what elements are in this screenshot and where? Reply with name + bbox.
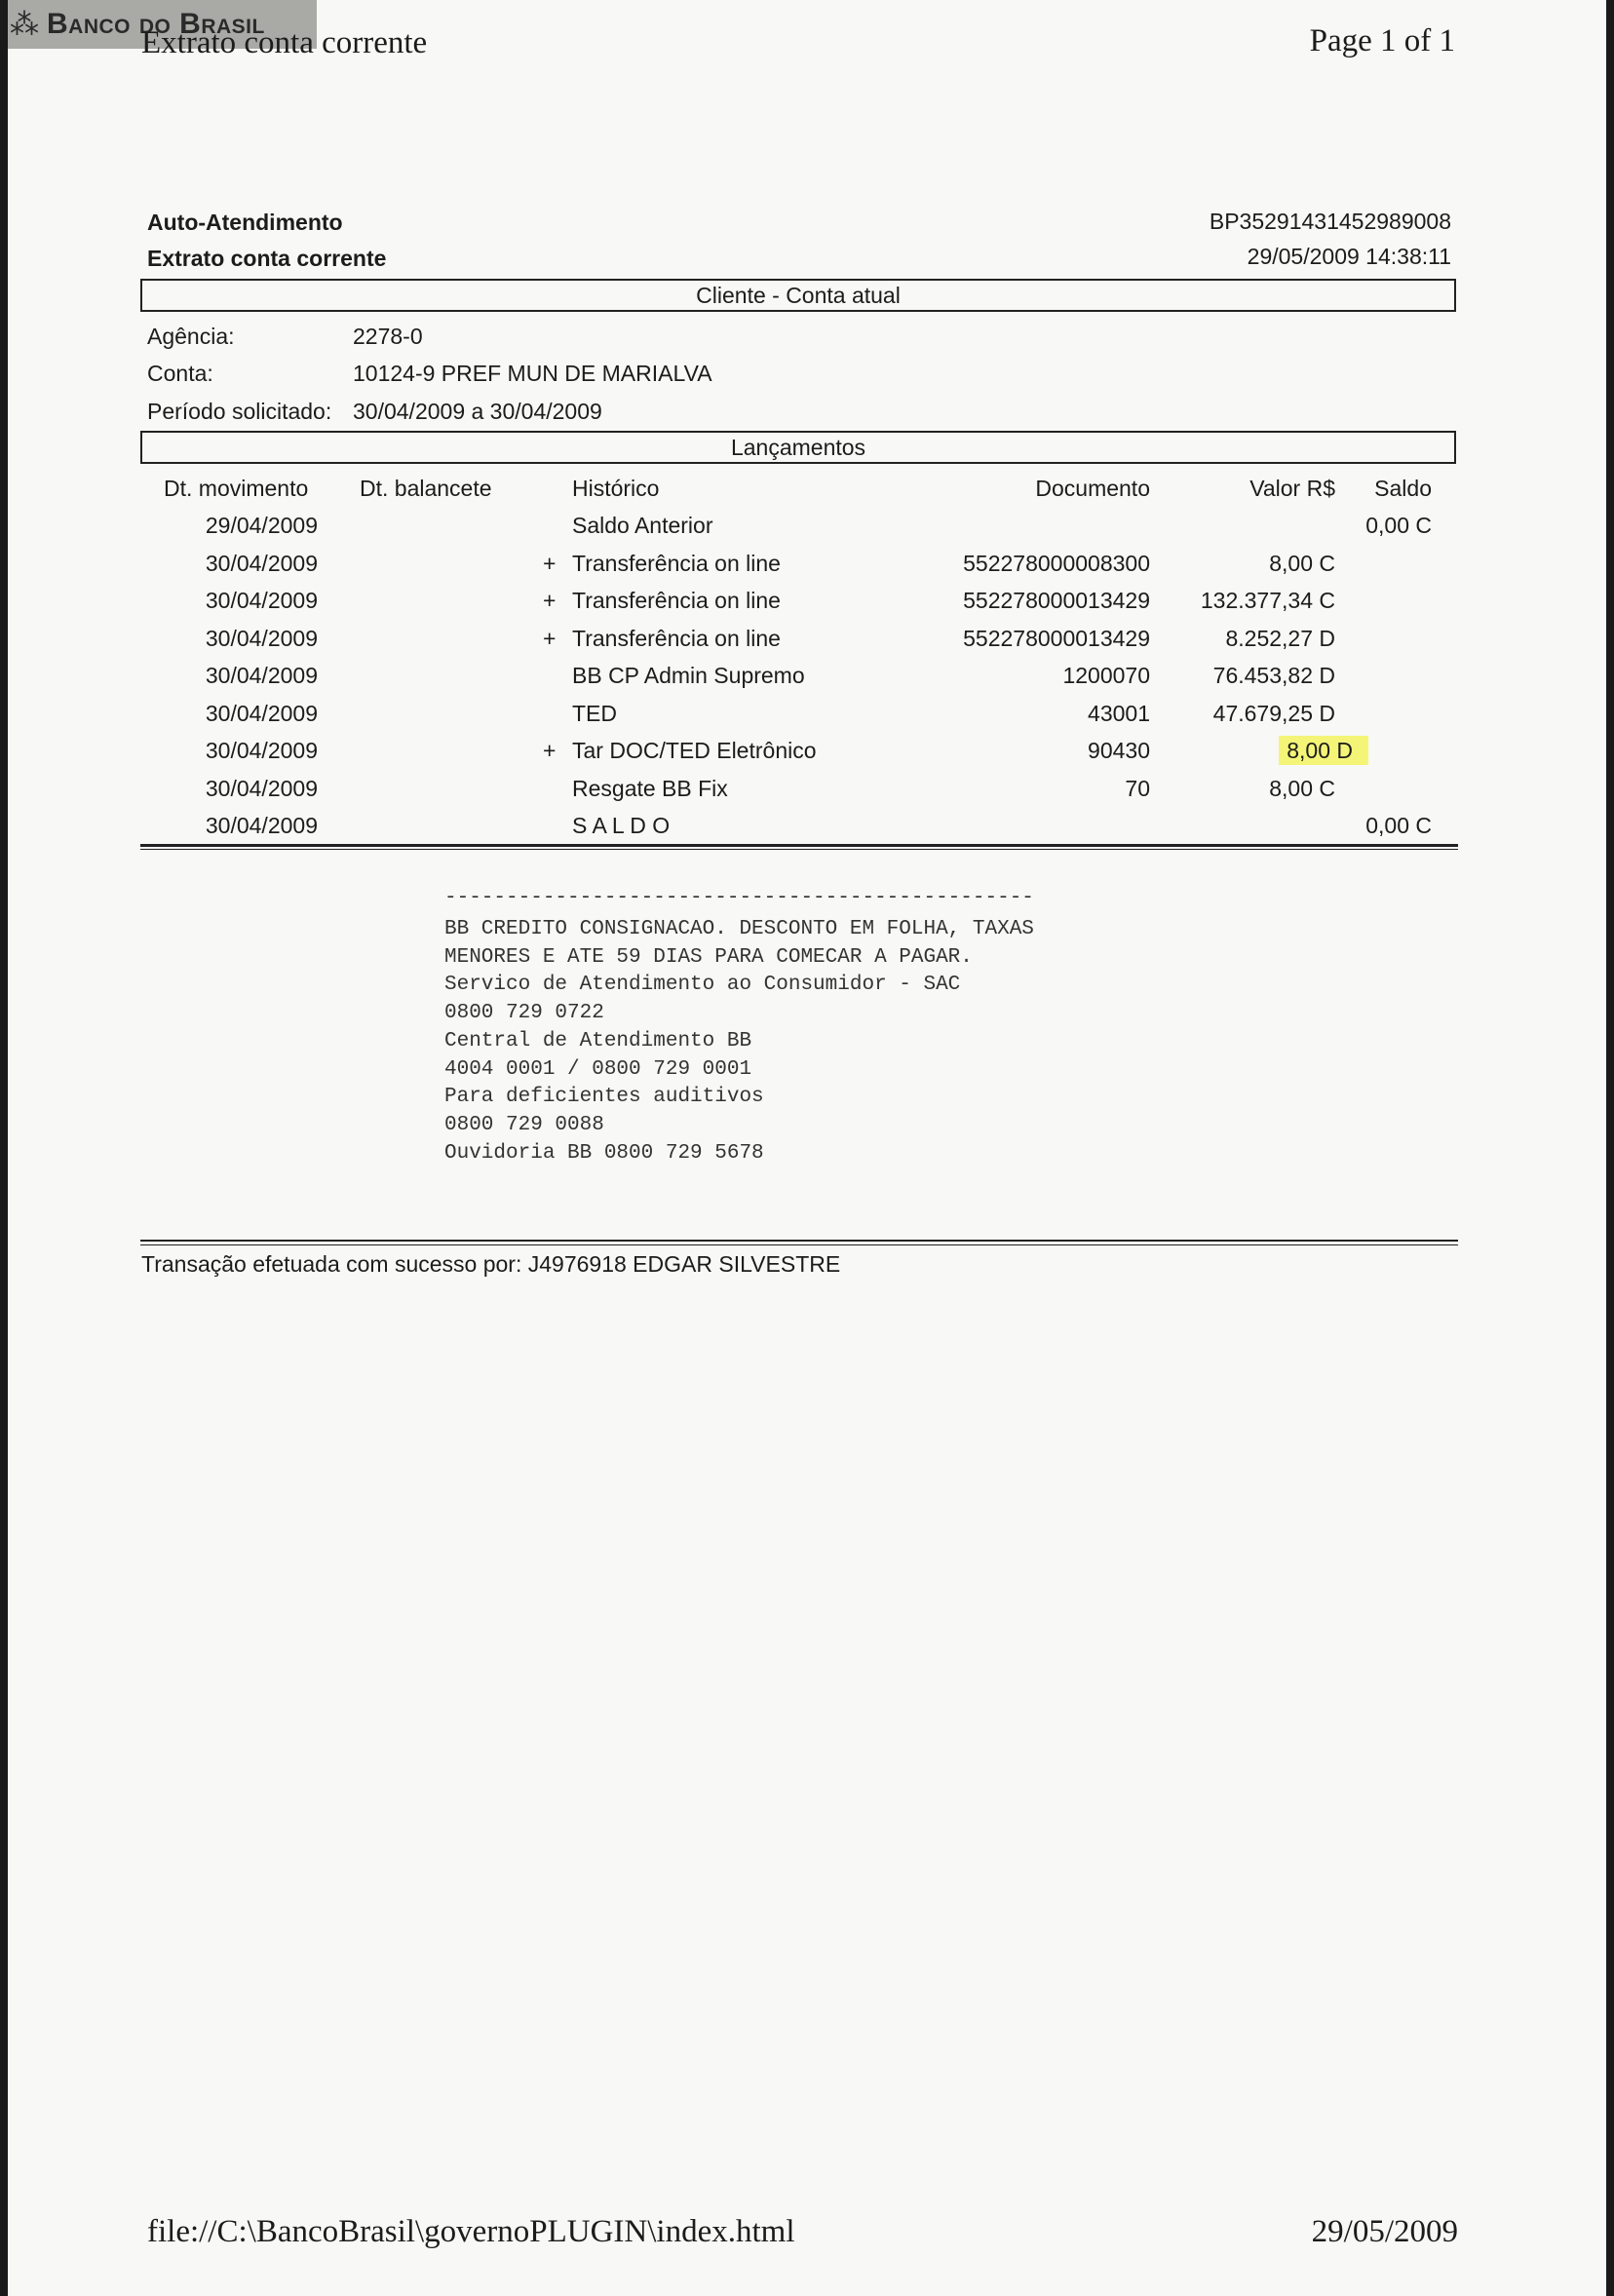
row-historico: S A L D O — [572, 813, 671, 838]
row-historico: TED — [572, 700, 617, 726]
account-label: Conta: — [147, 361, 213, 386]
service-name: Auto-Atendimento — [147, 210, 343, 235]
row-dt-movimento: 30/04/2009 — [205, 775, 318, 801]
row-historico: Saldo Anterior — [572, 513, 713, 538]
bank-logo-text: Banco do Brasil — [47, 8, 265, 40]
protocol-number: BP35291431452989008 — [1209, 209, 1451, 234]
row-valor: 8,00 C — [1269, 775, 1335, 801]
header-historico: Histórico — [572, 476, 660, 501]
row-dt-movimento: 30/04/2009 — [205, 738, 318, 763]
notice-line: Para deficientes auditivos — [444, 1086, 764, 1109]
row-sign: + — [543, 625, 557, 651]
row-historico: Transferência on line — [572, 625, 781, 651]
notice-line: BB CREDITO CONSIGNACAO. DESCONTO EM FOLHA, TAXAS — [444, 918, 1034, 940]
header-saldo: Saldo — [1374, 476, 1432, 501]
row-valor: 132.377,34 C — [1200, 588, 1335, 613]
print-footer-path: file://C:\BancoBrasil\governoPLUGIN\index.html — [147, 2214, 795, 2249]
notice-line: Ouvidoria BB 0800 729 5678 — [444, 1141, 764, 1165]
notice-line: 4004 0001 / 0800 729 0001 — [444, 1057, 752, 1081]
header-dt-movimento: Dt. movimento — [164, 476, 309, 501]
print-footer-date: 29/05/2009 — [1311, 2214, 1458, 2249]
period-value: 30/04/2009 a 30/04/2009 — [353, 399, 602, 424]
agency-value: 2278-0 — [353, 324, 423, 349]
row-historico: Resgate BB Fix — [572, 775, 728, 801]
row-historico: Transferência on line — [572, 588, 781, 613]
row-sign: + — [543, 550, 557, 576]
notice-line: 0800 729 0088 — [444, 1113, 604, 1136]
row-dt-movimento: 30/04/2009 — [205, 625, 318, 651]
row-historico: Tar DOC/TED Eletrônico — [572, 738, 817, 763]
row-valor: 8,00 C — [1269, 550, 1335, 576]
row-sign: + — [543, 738, 557, 763]
row-dt-movimento: 30/04/2009 — [205, 813, 318, 838]
entries-section-header — [140, 431, 1456, 464]
row-documento: 90430 — [1088, 738, 1150, 763]
notice-line: Servico de Atendimento ao Consumidor - SAC — [444, 974, 961, 997]
row-documento: 43001 — [1088, 700, 1150, 726]
row-historico: Transferência on line — [572, 550, 781, 576]
row-sign: + — [543, 588, 557, 613]
notice-line: 0800 729 0722 — [444, 1002, 604, 1025]
notice-line: MENORES E ATE 59 DIAS PARA COMECAR A PAGAR. — [444, 945, 973, 969]
row-dt-movimento: 30/04/2009 — [205, 588, 318, 613]
row-documento: 1200070 — [1062, 663, 1150, 688]
print-header-page: Page 1 of 1 — [1309, 23, 1455, 58]
row-documento: 552278000013429 — [963, 625, 1150, 651]
period-label: Período solicitado: — [147, 399, 332, 424]
transaction-rule-thin — [140, 1244, 1458, 1245]
header-dt-balancete: Dt. balancete — [360, 476, 492, 501]
document-title: Extrato conta corrente — [147, 246, 387, 271]
row-saldo: 0,00 C — [1365, 513, 1432, 538]
header-valor: Valor R$ — [1249, 476, 1335, 501]
row-valor: 47.679,25 D — [1212, 700, 1335, 726]
notice-line: Central de Atendimento BB — [444, 1029, 752, 1052]
banco-do-brasil-logo-icon: ⁂ — [10, 8, 39, 41]
account-value: 10124-9 PREF MUN DE MARIALVA — [353, 361, 712, 386]
agency-label: Agência: — [147, 324, 235, 349]
row-documento: 552278000013429 — [963, 588, 1150, 613]
table-bottom-rule — [140, 844, 1458, 847]
client-section-title: Cliente - Conta atual — [696, 283, 901, 308]
statement-datetime: 29/05/2009 14:38:11 — [1247, 244, 1451, 269]
notice-separator: ------------------------------------------------ — [444, 887, 1034, 909]
row-documento: 552278000008300 — [963, 550, 1150, 576]
row-dt-movimento: 29/04/2009 — [205, 513, 318, 538]
transaction-rule — [140, 1240, 1458, 1242]
row-valor — [1279, 738, 1368, 764]
row-dt-movimento: 30/04/2009 — [205, 663, 318, 688]
print-header-title: Extrato conta corrente — [141, 25, 428, 60]
row-dt-movimento: 30/04/2009 — [205, 700, 318, 726]
transaction-status: Transação efetuada com sucesso por: J4976918 EDGAR SILVESTRE — [141, 1251, 841, 1277]
row-documento: 70 — [1125, 775, 1150, 801]
entries-section-title: Lançamentos — [730, 435, 866, 460]
row-dt-movimento: 30/04/2009 — [205, 550, 318, 576]
row-valor: 76.453,82 D — [1212, 663, 1335, 688]
row-saldo: 0,00 C — [1365, 813, 1432, 838]
row-valor: 8.252,27 D — [1225, 625, 1335, 651]
client-section-header — [140, 279, 1456, 312]
highlighted-value: 8,00 D — [1279, 736, 1368, 765]
table-bottom-rule-thin — [140, 849, 1458, 850]
row-historico: BB CP Admin Supremo — [572, 663, 805, 688]
header-documento: Documento — [1035, 476, 1150, 501]
